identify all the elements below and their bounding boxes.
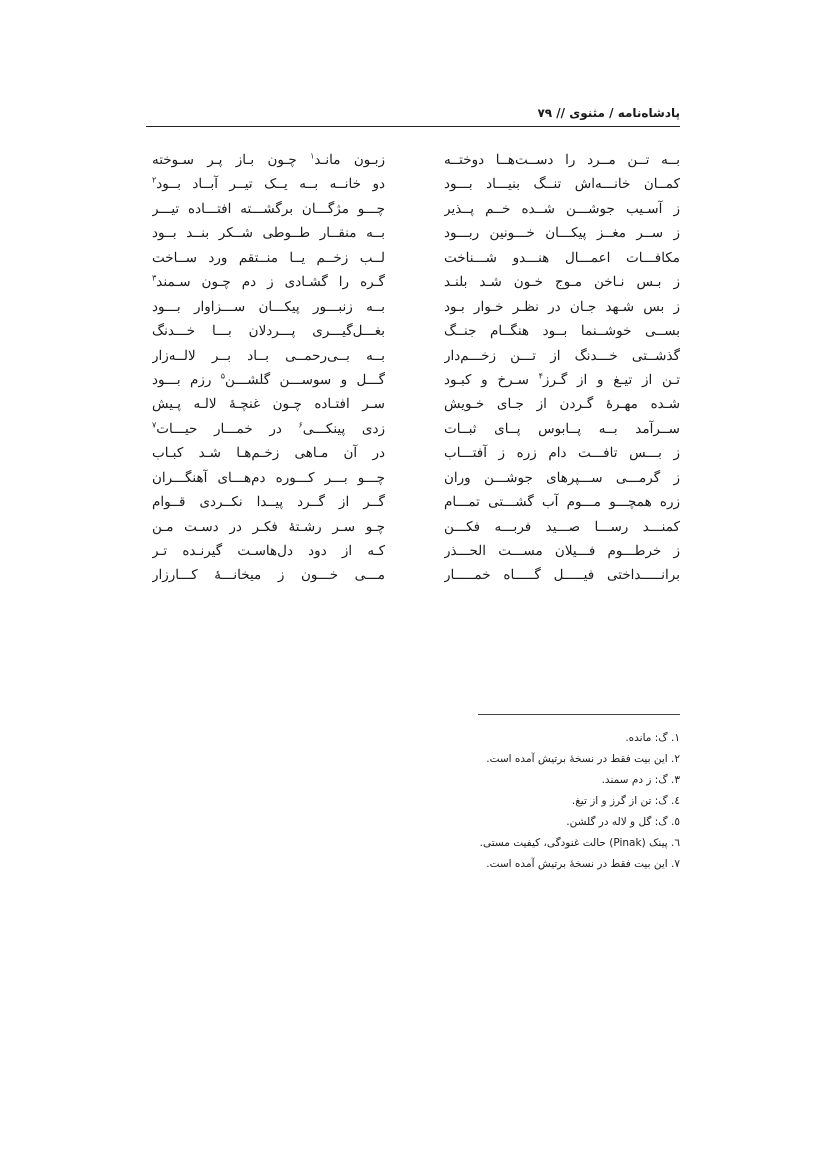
hemistich-left: چـــو بـــر کـــوره دم‌هـــای آهنگـــران xyxy=(152,469,385,486)
hemistich-right: گذشــتی خـــدنگ از تـــن زخـــم‌دار xyxy=(444,347,680,364)
hemistich-left: دو خانــه بــه یــک تیــر آبــاد بــود$^۲$ xyxy=(152,175,385,193)
footnote-marker[interactable]: ۳ xyxy=(152,273,157,283)
hemistich-left: گـره را گشـادی ز دم چـون سـمند$^۳$ xyxy=(152,273,385,291)
hemistich-left: گـــل و سوســـن گلشـــن$^۵$ رزم بـــود xyxy=(152,371,385,388)
hemistich-left: زبـون مانـد$^۱$ چـون بـاز پـر سـوخته xyxy=(152,151,385,168)
hemistich-right: ســرآمد بــه پــابوس پــای ثبــات xyxy=(444,420,680,437)
hemistich-left: مـــی خـــون ز میخانـــهٔ کـــارزار xyxy=(152,567,385,584)
hemistich-right: ز آسـیب جوشـــن شــده خــم پــذیر xyxy=(444,200,680,217)
hemistich-left: در آن مـاهی زخـم‌هـا شـد کبـاب xyxy=(152,445,385,462)
poem-left-column xyxy=(152,148,385,588)
hemistich-right: ز ســر مغــز پیکـــان خـــونین ربـــود xyxy=(444,225,680,242)
footnote-item: ٦. پینک (Pinak) حالت غنودگی، کیفیت مستی. xyxy=(479,837,680,849)
hemistich-left: چـو سـر رشـتهٔ فکـر در دسـت مـن xyxy=(152,518,385,535)
footnote-marker[interactable]: ۱ xyxy=(310,151,315,161)
hemistich-right: بــه تــن مــرد را دســت‌هــا دوختــه xyxy=(444,152,680,168)
hemistich-left: بــه منقــار طــوطی شــکر بنــد بــود xyxy=(152,225,385,242)
poem-right-column xyxy=(444,148,680,588)
footnotes-list xyxy=(160,728,680,875)
footnote-marker[interactable]: ۶ xyxy=(298,420,303,430)
footnote-marker[interactable]: ۲ xyxy=(152,175,157,185)
footnote-marker[interactable]: ۵ xyxy=(220,371,226,381)
footnote-separator xyxy=(478,714,680,715)
hemistich-left: گــر از گــرد پیــدا نکــردی قــوام xyxy=(152,494,385,511)
hemistich-left: لــب زخــم یــا منــتقم ورد ســاخت xyxy=(152,249,385,266)
hemistich-right: کمــان خانـــه‌اش تنــگ بنیـــاد بـــود xyxy=(444,176,680,193)
running-head: پادشاه‌نامه / مثنوی // ۷۹ xyxy=(537,106,680,120)
footnote-item: ٥. گ: گل و لاله در گلشن. xyxy=(566,816,680,828)
footnote-item: ٤. گ: تن از گرز و از تیغ. xyxy=(571,795,680,807)
footnote-marker[interactable]: ۴ xyxy=(538,371,543,381)
hemistich-right: ز بـــس تافـــت دام زره ز آفتـــاب xyxy=(444,445,680,462)
hemistich-right: زره همچـــو مـــوم آب گشـــتی تمـــام xyxy=(444,494,680,511)
hemistich-left: چـــو مژگـــان برگشـــته افتـــاده تیـــر xyxy=(152,200,385,217)
page-header xyxy=(146,104,680,127)
hemistich-left: بــه زنبـــور پیکـــان ســـزاوار بـــود xyxy=(152,298,385,315)
hemistich-left: بغـــل‌گیـــری پـــردلان بـــا خـــدنگ xyxy=(152,323,385,340)
footnote-item: ۷. این بیت فقط در نسخهٔ برتیش آمده است. xyxy=(486,858,680,870)
footnote-item: ۱. گ: مانده. xyxy=(625,732,680,744)
hemistich-right: ز گرمـــی ســـپرهای جوشـــن وران xyxy=(444,469,680,486)
hemistich-right: ز بـس نـاخن مـوج خـون شـد بلنـد xyxy=(444,274,680,291)
hemistich-right: ز خرطـــوم فـــیلان مســـت الحـــذر xyxy=(444,543,680,559)
hemistich-left: کـه از دود دل‌هاسـت گیرنـده تـر xyxy=(152,543,385,559)
hemistich-right: بســی خوشــنما بــود هنگــام جنــگ xyxy=(444,323,680,340)
hemistich-right: کمنـــد رســـا صـــید فربـــه فکـــن xyxy=(444,518,680,535)
hemistich-left: زدی پینکـــی$^۶$ در خمـــار حیـــات$^۷$ xyxy=(152,420,385,437)
footnote-item: ۲. این بیت فقط در نسخهٔ برتیش آمده است. xyxy=(486,753,680,765)
hemistich-right: ز بس شـهد جـان در نظـر خـوار بـود xyxy=(444,298,680,315)
footnote-marker[interactable]: ۷ xyxy=(152,420,157,430)
hemistich-right: شـده مهـرهٔ گـردن از جـای خـویش xyxy=(444,396,680,413)
hemistich-right: مکافـــات اعمـــال هنـــدو شـــناخت xyxy=(444,249,680,266)
footnote-item: ۳. گ: ز دم سمند. xyxy=(601,774,680,786)
hemistich-left: سـر افتـاده چـون غنچـهٔ لالـه پـیش xyxy=(152,396,385,413)
hemistich-left: بــه بــی‌رحمــی بــاد بــر لالــه‌زار xyxy=(152,347,385,364)
hemistich-right: تـن از تیـغ و از گـرز$^۴$ سـرخ و کبـود xyxy=(444,371,680,388)
hemistich-right: برانـــــداختی فیـــــل گـــــاه خمـــــار xyxy=(444,567,680,584)
